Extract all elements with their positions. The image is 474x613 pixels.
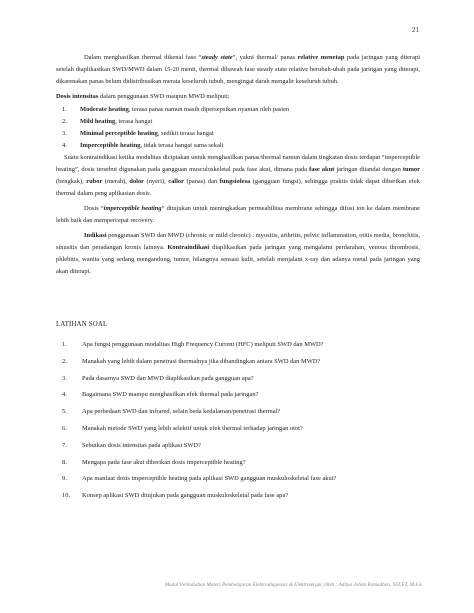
- question-item: [56, 339, 420, 351]
- dose-name: Imperceptible heating: [80, 142, 141, 149]
- text: penggunaan SWD dan MWD (chronic or mild chronic) : myositis, arthritis, pelvic inflammation, otitis media, bronchitis, sinusitis dan peradangan kronis lainnya.: [56, 232, 420, 251]
- text: (merah),: [102, 178, 130, 185]
- dose-desc: , sedikit terasa hangat: [157, 130, 214, 137]
- text: Dalam menghasilkan thermal dikenal fase “: [84, 54, 202, 61]
- question-number: 5.: [62, 408, 67, 416]
- text: ” ditujukan untuk meningkatkan permeabilitas membrane sehingga difusi ion ke dalam membrane lebih baik dan mempercepat recovery.: [56, 205, 420, 224]
- list-item: [56, 116, 420, 128]
- text: dalam penggunaan SWD maupun MWD meliputi;: [98, 93, 230, 100]
- question-text: Apa fungsi penggunaan modalitas High Frequency Current (HFC) meliputi SWD dan MWD?: [82, 341, 324, 348]
- list-number: 3.: [62, 130, 67, 137]
- latihan-soal-heading: LATIHAN SOAL: [56, 321, 108, 328]
- term-callor: callor: [168, 178, 184, 185]
- text: (gangguan fungsi), sehingga praktis tidak dapat diberikan efek thermal dalam peng aplikasian dosis.: [56, 178, 421, 197]
- text: Dosis “: [84, 205, 104, 212]
- paragraph-steady-state: [56, 52, 420, 88]
- dose-name: Moderate heating: [80, 106, 129, 113]
- text: (nyeri),: [144, 178, 169, 185]
- text: Suatu kontraindikasi ketika modalitas diciptakan untuk menghasilkan panas/thermal namun dalam tingkatan dosis terdapat “imperceptible heating”, dosis tersebut digunakan pada gangguan musculoskeletal pada fase akut, dimana pada: [56, 154, 420, 173]
- term-rubor: rubor: [86, 178, 103, 185]
- term-imperceptible-heating: imperceptible heating: [103, 205, 162, 212]
- list-number: 1.: [62, 106, 67, 113]
- term-dolor: dolor: [129, 178, 145, 185]
- text: jaringan ditandai dengan: [334, 166, 403, 173]
- question-item: [56, 440, 420, 452]
- question-text: Manakah metode SWD yang lebih selektif untuk efek thermal terhadap jaringan otot?: [82, 424, 303, 432]
- question-number: 7.: [62, 441, 67, 449]
- question-number: 8.: [62, 458, 67, 466]
- text: (bengkak),: [56, 178, 87, 185]
- page-footer: Modul Perkuliahan Materi Pembelajaran Elektrodiagnosis & Elektroterapi_Oleh : Aditya Johan Romadhon, SST.FT, M.Fis: [164, 582, 422, 588]
- question-text: Sebutkan dosis intensitas pada aplikasi SWD?: [82, 441, 201, 449]
- question-number: 10.: [62, 492, 71, 500]
- question-list: [56, 339, 420, 502]
- paragraph-contraindication-acute: [56, 152, 420, 200]
- dose-desc: , terasa hangat: [115, 118, 153, 125]
- question-number: 6.: [62, 424, 67, 432]
- term-relative-menetap: relative menetap: [297, 54, 345, 61]
- term-tumor: tumor: [402, 166, 421, 173]
- term-fungsiolesa: fungsiolesa: [219, 178, 251, 185]
- page-content: [56, 52, 420, 507]
- question-text: Bagaimana SWD mampu menghasilkan efek thermal pada jaringan?: [82, 391, 259, 399]
- question-number: 3.: [62, 374, 67, 382]
- question-item: [56, 490, 420, 502]
- question-text: Konsep aplikasi SWD ditujukan pada gangguan muskuloskeletal pada fase apa?: [82, 492, 289, 500]
- question-item: [56, 473, 420, 485]
- list-number: 4.: [62, 142, 67, 149]
- dose-desc: , tidak terasa hangat sama sekali: [140, 142, 224, 149]
- question-item: [56, 457, 420, 469]
- question-item: [56, 406, 420, 418]
- dose-name: Minimal perceptible heating: [80, 130, 158, 137]
- term-kontraindikasi: Kontraindikasi: [167, 244, 210, 251]
- paragraph-indications: [56, 230, 420, 278]
- text: ”, yakni thermal/ panas: [232, 54, 298, 61]
- question-text: Apa manfaat dosis imperceptible heating pada aplikasi SWD gangguan muskuloskeletal fase akut?: [82, 475, 337, 483]
- question-text: Pada dasarnya SWD dan MWD diaplikasikan pada gangguan apa?: [82, 374, 254, 382]
- list-item: [56, 140, 420, 152]
- list-item: [56, 104, 420, 116]
- list-item: [56, 128, 420, 140]
- text: (panas) dan: [183, 178, 220, 185]
- question-item: [56, 373, 420, 385]
- question-number: 9.: [62, 475, 67, 483]
- question-number: 2.: [62, 357, 67, 365]
- question-item: [56, 423, 420, 435]
- term-dosis-intensitas: Dosis intensitas: [56, 93, 99, 100]
- text: pada jaringan yang diterapi setelah diaplikasikan SWD/MWD dalam 15-20 menit, thermal dibawah fase steady state relative berubah-ubah pada jaringan yang diterapi, dikarenakan panas belum didistribusikan merata keseluruh tubuh, mengingat darah mengalir keseluruh tubuh.: [56, 54, 421, 85]
- dose-name: Mild heating: [80, 118, 116, 125]
- question-text: Mengapa pada fase akut diberikan dosis imperceptible heating?: [82, 458, 246, 466]
- list-number: 2.: [62, 118, 67, 125]
- page-number: 21: [412, 26, 419, 34]
- question-item: [56, 356, 420, 368]
- dose-desc: , terasa panas namun masih dipersepsikan nyaman oleh pasien: [128, 106, 290, 113]
- question-text: Apa perbedaan SWD dan infrared, selain beda kedalaman/penetrasi thermal?: [82, 408, 281, 416]
- question-text: Manakah yang lebih dalam penetrasi thermalnya jika dibandingkan antara SWD dan MWD?: [82, 357, 321, 365]
- question-number: 1.: [62, 341, 67, 348]
- term-fase-akut: fase akut: [309, 166, 335, 173]
- text: diaplikasikan pada jaringan yang mengalami perdarahan, venous thrombosis, phlebitis, wanita yang sedang mengandung, tumor, hilangnya sensasi kulit, setelah menjalani x-ray dan adanya metal pada jaringan yang akan diterapi.: [56, 244, 420, 275]
- question-item: [56, 389, 420, 401]
- paragraph-dose-intro: [56, 91, 420, 103]
- question-number: 4.: [62, 391, 67, 399]
- term-steady-state: steady state: [201, 54, 233, 61]
- term-indikasi: Indikasi: [84, 232, 107, 239]
- paragraph-imperceptible: [56, 203, 420, 227]
- dose-list: [56, 104, 420, 152]
